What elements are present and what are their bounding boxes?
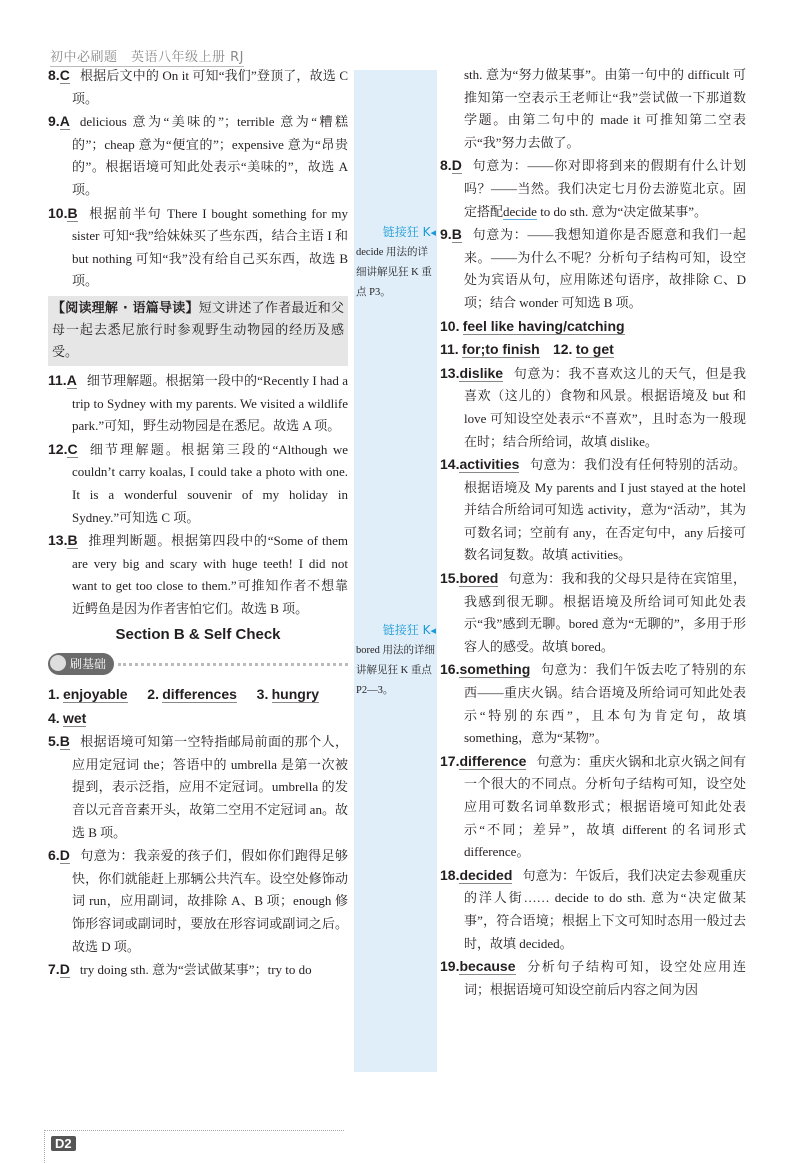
item-number: 13. [48, 532, 68, 549]
answer-item [48, 958, 348, 982]
answer-item [48, 438, 348, 529]
explanation: 细节理解题。根据第三段的“Although we couldn’t carry koalas, I could take a photo with one. It is a wonderful souvenir of my holiday in Sydney.”可知选 C 项。 [72, 441, 348, 525]
answer: enjoyable [62, 686, 128, 703]
basics-badge [48, 653, 348, 675]
link-k-label: 链接狂 K ◂ [356, 620, 438, 641]
explanation: 句意为：我不喜欢这儿的天气，但是我喜欢（这儿的）食物和风景。根据语境及 but 和 love 可知设空处表示“不喜欢”，且时态为一般现在时；结合所给词，故填 dislike。 [464, 365, 746, 449]
answer: differences [162, 686, 237, 703]
footer-rule [44, 1130, 344, 1131]
answer-item [48, 844, 348, 958]
item-number: 14. [440, 456, 460, 473]
explanation: 句意为：我亲爱的孩子们，假如你们跑得足够快，你们就能赶上那辆公共汽车。设空处修饰动词 run，应用副词，故排除 A、B 项；enough 修饰形容词或副词时，要放在形容词或副词之后。故选 D 项。 [72, 848, 348, 954]
sidebar-note [356, 620, 438, 701]
answer-item [440, 567, 746, 658]
answer: activities [459, 456, 520, 473]
item-number: 11. [440, 341, 459, 358]
answer-item [440, 338, 746, 362]
item-number: 8. [48, 67, 60, 83]
explanation: try doing sth. 意为“尝试做某事”；try to do [79, 962, 312, 978]
explanation: 句意为：我们没有任何特别的活动。根据语境及 My parents and I just stayed at the hotel 并结合所给词可知选 activity，意为“活动”，其为可数名词；空前有 any，在否定句中，any 后接可数名词复数。故填 activities。 [464, 457, 746, 563]
item-number: 16. [440, 661, 460, 678]
answer: B [67, 204, 78, 221]
item-number: 12. [552, 341, 573, 358]
answer: because [459, 958, 516, 975]
answer-item [48, 64, 348, 110]
answer: D [59, 961, 70, 978]
answer: A [59, 113, 70, 130]
item-number: 11. [48, 371, 67, 388]
guide-text: 短文讲述了作者最近和父母一起去悉尼旅行时参观野生动物园的经历及感受。 [52, 300, 344, 360]
explanation: 句意为：午饭后，我们决定去参观重庆的洋人街…… decide to do sth. 意为“决定做某事”，符合语境；根据上下文可知时态用一般过去时，故填 decided。 [464, 867, 746, 951]
item-number: 1. [48, 686, 60, 703]
answer: A [66, 371, 77, 388]
item-number: 9. [440, 226, 452, 243]
explanation: to do sth. 意为“决定做某事”。 [536, 203, 708, 219]
reading-guide [48, 296, 348, 366]
item-number: 12. [48, 440, 68, 457]
footer-rule [44, 1130, 45, 1163]
item-number: 5. [48, 733, 60, 750]
answer-item [48, 369, 348, 438]
explanation: 句意为：——你对即将到来的假期有什么计划吗？——当然。我们决定七月份去游览北京。固定搭配 [464, 158, 746, 219]
answer-item [440, 658, 746, 749]
answer: difference [459, 752, 527, 769]
continued-text: sth. 意为“努力做某事”。由第一句中的 difficult 可推知第一空表示王老师让“我”尝试做一下那道数学题。由第二句中的 made it 可推知第二空表示“我”努力去做了。 [464, 67, 746, 150]
answer: bored [459, 570, 499, 587]
answer: decided [459, 866, 513, 883]
answer-item [440, 154, 746, 223]
answer-item [48, 110, 348, 201]
explanation: 句意为：我们午饭去吃了特别的东西——重庆火锅。结合语境及所给词可知此处表示“特别的东西”，且本句为肯定句，故填 something，意为“某物”。 [464, 662, 746, 746]
section-heading: Section B & Self Check [115, 626, 281, 644]
running-header: 初中必刷题 英语八年级上册 RJ [50, 46, 244, 67]
answer: B [451, 226, 462, 243]
badge-label: 刷基础 [48, 653, 114, 675]
explanation: 根据语境可知第一空特指邮局前面的那个人，应用定冠词 the；答语中的 umbrella 是第一次被提到，表示泛指，应用不定冠词。umbrella 的发音以元音音素开头，故第二空用不定冠词 an。故选 B 项。 [72, 734, 348, 840]
item-number: 2. [147, 686, 159, 703]
answer: D [59, 847, 70, 864]
answer: feel like having/catching [462, 317, 625, 334]
page-number: D2 [51, 1136, 76, 1151]
explanation: 根据后文中的 On it 可知“我们”登顶了，故选 C 项。 [72, 68, 348, 106]
answer: for;to finish [461, 341, 540, 358]
answer-item [440, 362, 746, 453]
answer: C [67, 440, 78, 457]
answer: something [459, 661, 531, 678]
answer: dislike [459, 364, 504, 381]
note-text: decide 用法的详细讲解见狂 K 重点 P3。 [356, 247, 432, 298]
explanation: 句意为：——我想知道你是否愿意和我们一起来。——为什么不呢？分析句子结构可知，设空处为宾语从句，应用陈述句语序，故排除 C、D 项；结合 wonder 可知选 B 项。 [464, 227, 746, 310]
explanation: 句意为：重庆火锅和北京火锅之间有一个很大的不同点。分析句子结构可知，设空处应用可数名词单数形式；根据语境可知此处表示“不同；差异”，故填 different 的名词形式 difference。 [464, 753, 746, 860]
item-number: 18. [440, 866, 460, 883]
explanation: 推理判断题。根据第四段中的“Some of them are very big and scary with huge teeth! I did not want to get too close to them.”可推知作者不想靠近鳄鱼是因为作者害怕它们。故选 B 项。 [72, 533, 348, 616]
item-number: 6. [48, 847, 60, 864]
dotted-divider [118, 663, 348, 666]
answer: hungry [271, 686, 320, 703]
left-column [48, 64, 348, 982]
answer-item [440, 315, 746, 339]
item-number: 9. [48, 113, 60, 130]
explanation: 根据前半句 There I bought something for my sister 可知“我”给妹妹买了些东西，结合主语 I 和 but nothing 可知“我”没有给自己买东西，故选 B 项。 [72, 205, 348, 289]
item-number: 7. [48, 961, 60, 978]
answer: wet [62, 709, 87, 726]
answer: B [59, 733, 70, 750]
answer-item [440, 864, 746, 955]
answer: to get [575, 341, 614, 358]
item-number: 10. [440, 317, 460, 334]
explanation: 分析句子结构可知，设空处应用连词；根据语境可知设空前后内容之间为因 [464, 959, 746, 997]
explanation: delicious 意为“美味的”；terrible 意为“糟糕的”；cheap 意为“便宜的”；expensive 意为“昂贵的”。根据语境可知此处表示“美味的”，故选 A 项。 [72, 114, 348, 197]
explanation: 句意为：我和我的父母只是待在宾馆里，我感到很无聊。根据语境及所给词可知此处表示“我”感到无聊。bored 意为“无聊的”，多用于形容人的感受。故填 bored。 [464, 571, 746, 654]
answer-item [48, 529, 348, 620]
answer-item [440, 955, 746, 1001]
answer-item [48, 730, 348, 844]
answer-item [440, 750, 746, 864]
right-column [440, 64, 746, 1001]
answer-item [48, 202, 348, 293]
item-number: 17. [440, 752, 460, 769]
answer: C [59, 67, 70, 83]
sidebar-panel [354, 70, 437, 1072]
link-k-label: 链接狂 K ◂ [356, 222, 438, 243]
note-text: bored 用法的详细讲解见狂 K 重点 P2—3。 [356, 645, 436, 696]
answer-item [440, 223, 746, 314]
item-number: 8. [440, 157, 452, 174]
item-number: 19. [440, 958, 460, 975]
sidebar-note [356, 222, 438, 303]
item-number: 4. [48, 709, 60, 726]
explanation: 细节理解题。根据第一段中的“Recently I had a trip to Sydney with my parents. We visited a wildlife park.”可知，野生动物园是在悉尼。故选 A 项。 [72, 372, 348, 434]
guide-title: 【阅读理解 · 语篇导读】 [52, 300, 199, 316]
fill-answers [48, 683, 348, 730]
item-number: 13. [440, 364, 460, 381]
item-number: 3. [256, 686, 269, 703]
item-number: 15. [440, 570, 460, 587]
answer-item [440, 453, 746, 567]
answer: D [451, 157, 462, 174]
answer: B [67, 532, 78, 549]
item-number: 10. [48, 204, 68, 221]
linked-term[interactable]: decide [503, 203, 537, 219]
